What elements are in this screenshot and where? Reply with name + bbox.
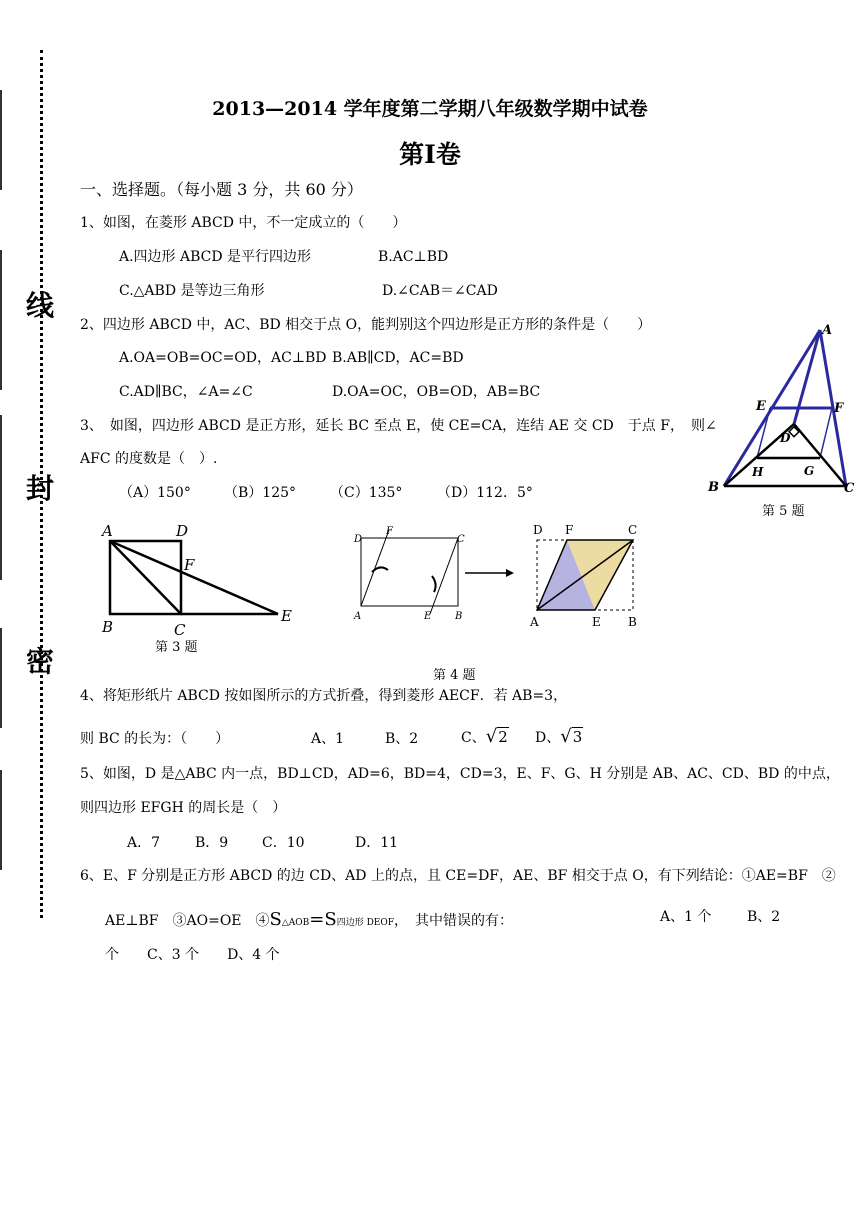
fig3-label-f: F [184,556,195,574]
fig4r-label-b: B [628,615,637,628]
figure-5-caption: 第 5 题 [762,504,805,519]
binding-edge-line [0,250,2,390]
q6-stem-line1: 6、E、F 分别是正方形 ABCD 的边 CD、AD 上的点，且 CE=DF，AE、BF 相交于点 O，有下列结论：①AE=BF ② [80,868,836,884]
q4-option-b: B、2 [385,731,419,747]
binding-char-feng: 封 [26,472,55,505]
fig4l-label-b: B [455,611,463,622]
q1-option-a: A.四边形 ABCD 是平行四边形 [119,249,312,265]
fig3-label-e: E [281,607,292,625]
fig3-label-c: C [174,621,186,638]
q3-stem-line2: AFC 的度数是（ ）. [80,451,218,467]
figure-5-quad [757,408,832,458]
fig5-label-a: A [822,323,833,338]
binding-edge-line [0,415,2,580]
figure-4-caption: 第 4 题 [433,668,476,683]
fold-arrow-icon [462,566,518,580]
fig4l-label-e: E [424,611,432,622]
q6-option-a: A、1 个 [660,909,712,925]
q5-option-d: D．11 [355,835,399,851]
fig3-label-d: D [176,522,189,540]
figure-3 [100,518,300,638]
q1-option-b: B.AC⊥BD [378,249,449,265]
fig4r-label-d: D [533,523,543,537]
fig5-label-g: G [804,464,815,478]
binding-char-mi: 密 [26,645,55,678]
q5-option-c: C．10 [262,835,305,851]
q6-stem-line3: 个 C、3 个 D、4 个 [105,947,280,963]
fig4r-label-a: A [530,615,539,628]
q2-option-b: B.AB∥CD，AC=BD [332,350,464,366]
q2-option-a: A.OA=OB=OC=OD，AC⊥BD [119,350,327,366]
fig5-label-h: H [752,465,764,479]
sqrt-3: √3 [560,726,583,747]
q4-option-d: D、√3 [535,726,583,747]
fig4r-label-e: E [592,615,601,628]
fig3-label-a: A [102,522,113,540]
volume-title: 第Ⅰ卷 [399,140,461,169]
q6-stem-line2: AE⊥BF ③AO=OE ④S△AOB=S四边形 DEOF， 其中错误的有： [105,909,513,930]
q4-option-c: C、√2 [461,726,508,747]
q5-stem-line1: 5、如图，D 是△ABC 内一点，BD⊥CD，AD=6，BD=4，CD=3，E、F、G、H 分别是 AB、AC、CD、BD 的中点， [80,766,840,782]
fig4r-label-c: C [628,523,638,537]
fig5-label-b: B [708,480,719,495]
figure-4-left [348,524,468,624]
figure-4-right [525,518,650,628]
figure-5 [700,318,860,498]
fig4l-label-d: D [354,534,363,545]
sqrt-2: √2 [485,726,508,747]
exam-title: 2013—2014 学年度第二学期八年级数学期中试卷 [212,98,648,120]
fig5-label-f: F [834,401,844,416]
q1-option-d: D.∠CAB＝∠CAD [382,283,498,299]
q4-stem-line1: 4、将矩形纸片 ABCD 按如图所示的方式折叠，得到菱形 AECF．若 AB=3， [80,688,568,704]
fig5-label-d: D [780,431,791,445]
fig3-label-b: B [102,618,114,636]
q3-option-d: （D）112．5° [437,485,533,501]
q5-stem-line2: 则四边形 EFGH 的周长是（ ） [80,800,287,816]
section-heading: 一、选择题。（每小题 3 分，共 60 分） [80,180,363,199]
q4-stem-line2: 则 BC 的长为：（ ） [80,731,230,747]
fig4l-label-f: F [386,526,393,537]
fig5-label-e: E [756,399,766,414]
fig4l-label-a: A [354,611,362,622]
q3-option-c: （C）135° [330,485,403,501]
q3-option-a: （A）150° [119,485,191,501]
binding-edge-line [0,628,2,728]
binding-char-xian: 线 [26,289,55,322]
fig4l-label-c: C [457,534,465,545]
q2-option-d: D.OA=OC，OB=OD，AB=BC [332,384,541,400]
binding-edge-line [0,770,2,870]
q3-option-b: （B）125° [224,485,297,501]
q1-stem: 1、如图，在菱形 ABCD 中，不一定成立的（ ） [80,215,407,231]
q4-option-a: A、1 [311,731,345,747]
q2-option-c: C.AD∥BC，∠A=∠C [119,384,253,400]
fig5-label-c: C [844,481,855,496]
q1-option-c: C.△ABD 是等边三角形 [119,283,265,299]
q5-option-a: A．7 [127,835,161,851]
q6-option-b: B、2 [747,909,781,925]
fig4r-label-f: F [565,523,574,537]
q5-option-b: B．9 [195,835,229,851]
figure-3-caption: 第 3 题 [155,640,198,655]
q2-stem: 2、四边形 ABCD 中，AC、BD 相交于点 O，能判别这个四边形是正方形的条件是（ ） [80,317,652,333]
q3-stem-line1: 3、 如图，四边形 ABCD 是正方形，延长 BC 至点 E，使 CE=CA，连结 AE 交 CD 于点 F， 则∠ [80,418,717,434]
